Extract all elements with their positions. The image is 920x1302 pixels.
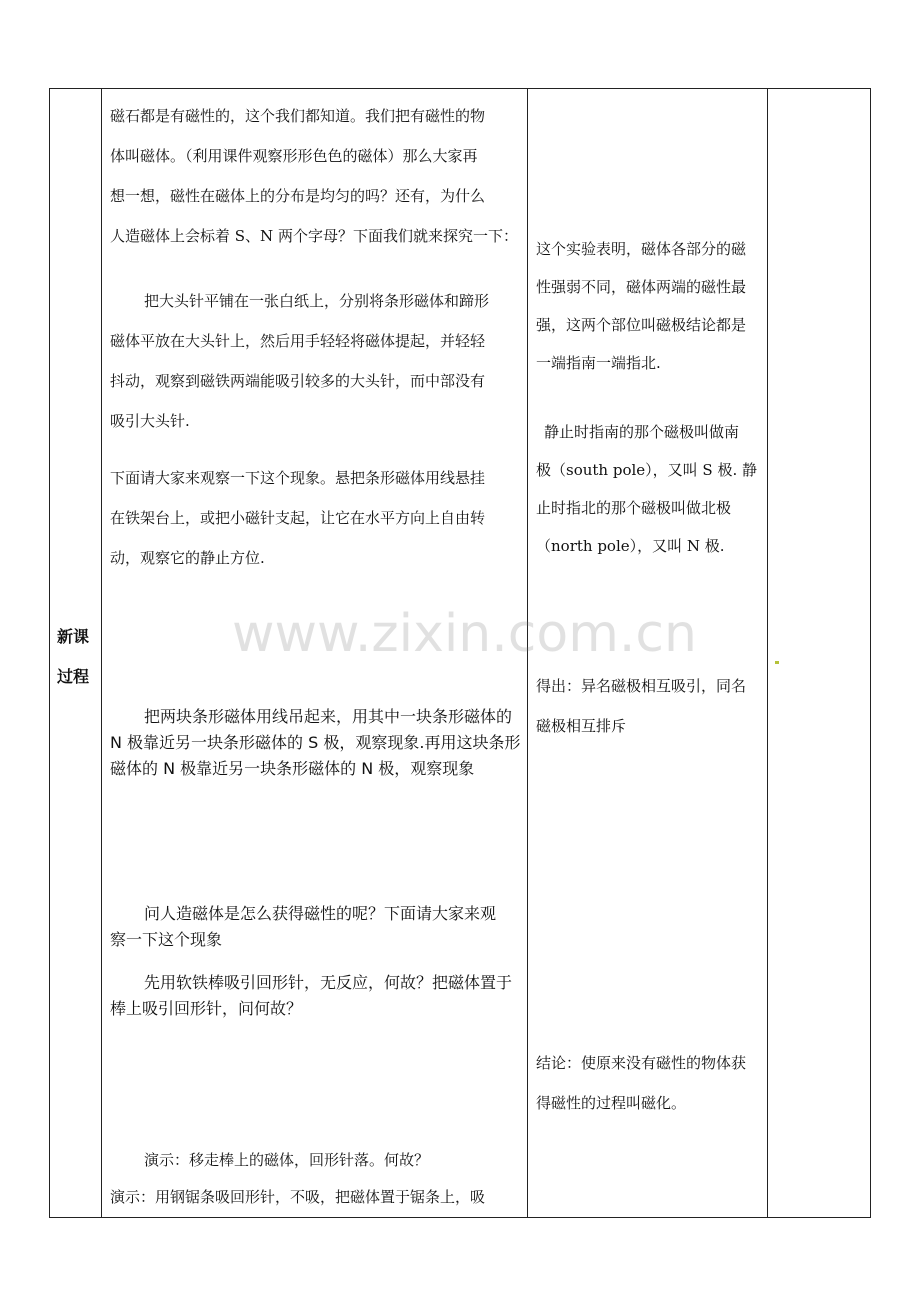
text-line: 得磁性的过程叫磁化。	[536, 1094, 687, 1112]
text-line: 棒上吸引回形针，问何故？	[110, 999, 303, 1018]
decorative-dot	[775, 661, 779, 664]
text-line: 体叫磁体。（利用课件观察形形色色的磁体）那么大家再	[110, 147, 478, 165]
text-line: 一端指南一端指北.	[536, 354, 661, 372]
text-line: （north pole），又叫 N 极.	[536, 537, 725, 555]
text-line: 动，观察它的静止方位.	[110, 549, 265, 567]
text-line: 把大头针平铺在一张白纸上，分别将条形磁体和蹄形	[144, 292, 490, 310]
text-line: 把两块条形磁体用线吊起来，用其中一块条形磁体的	[144, 707, 513, 726]
text-line: 抖动，观察到磁铁两端能吸引较多的大头针，而中部没有	[110, 372, 486, 390]
text-line: 止时指北的那个磁极叫做北极	[536, 499, 732, 517]
text-line: 静止时指南的那个磁极叫做南	[544, 423, 740, 441]
text-line: 想一想，磁性在磁体上的分布是均匀的吗？还有，为什么	[110, 187, 486, 205]
left-paragraph-7: 演示：移走棒上的磁体，回形针落。何故？	[144, 1151, 430, 1169]
left-paragraph-2	[110, 281, 489, 441]
text-line: 磁石都是有磁性的，这个我们都知道。我们把有磁性的物	[110, 107, 486, 125]
text-line: 问人造磁体是怎么获得磁性的呢？下面请大家来观	[144, 904, 497, 923]
row-label-line1: 新课	[57, 627, 90, 646]
left-paragraph-8: 演示：用钢锯条吸回形针，不吸，把磁体置于锯条上，吸	[110, 1188, 486, 1206]
column-divider	[767, 89, 768, 1217]
text-line: 人造磁体上会标着 S、N 两个字母？下面我们就来探究一下：	[110, 227, 518, 245]
right-paragraph-2	[536, 413, 757, 565]
text-line: 结论：使原来没有磁性的物体获	[536, 1054, 747, 1072]
text-line: 磁体平放在大头针上，然后用手轻轻将磁体提起，并轻轻	[110, 332, 486, 350]
text-line: 性强弱不同，磁体两端的磁性最	[536, 278, 747, 296]
left-paragraph-6	[110, 970, 512, 1022]
text-line: 磁极相互排斥	[536, 717, 627, 735]
watermark-text: www.zixin.com.cn	[232, 604, 697, 664]
text-line: 察一下这个现象	[110, 930, 223, 949]
text-line: 下面请大家来观察一下这个现象。悬把条形磁体用线悬挂	[110, 469, 486, 487]
text-line: 在铁架台上，或把小磁针支起，让它在水平方向上自由转	[110, 509, 486, 527]
left-paragraph-5	[110, 901, 496, 953]
text-line: 吸引大头针.	[110, 412, 190, 430]
text-line: 磁体的 N 极靠近另一块条形磁体的 N 极，观察现象	[110, 759, 475, 778]
right-paragraph-1	[536, 230, 746, 382]
left-paragraph-4	[110, 704, 520, 782]
text-line: 这个实验表明，磁体各部分的磁	[536, 240, 747, 258]
left-paragraph-1	[110, 96, 518, 256]
right-paragraph-4	[536, 1043, 746, 1123]
text-line: 得出：异名磁极相互吸引，同名	[536, 677, 747, 695]
text-line: 强，这两个部位叫磁极结论都是	[536, 316, 747, 334]
text-line: 先用软铁棒吸引回形针，无反应，何故？把磁体置于	[144, 973, 513, 992]
text-line: N 极靠近另一块条形磁体的 S 极，观察现象.再用这块条形	[110, 733, 521, 752]
row-label-line2: 过程	[57, 667, 90, 686]
right-paragraph-3	[536, 666, 746, 746]
column-divider	[101, 89, 102, 1217]
left-paragraph-3	[110, 458, 485, 578]
text-line: 极（south pole），又叫 S 极. 静	[536, 461, 758, 479]
